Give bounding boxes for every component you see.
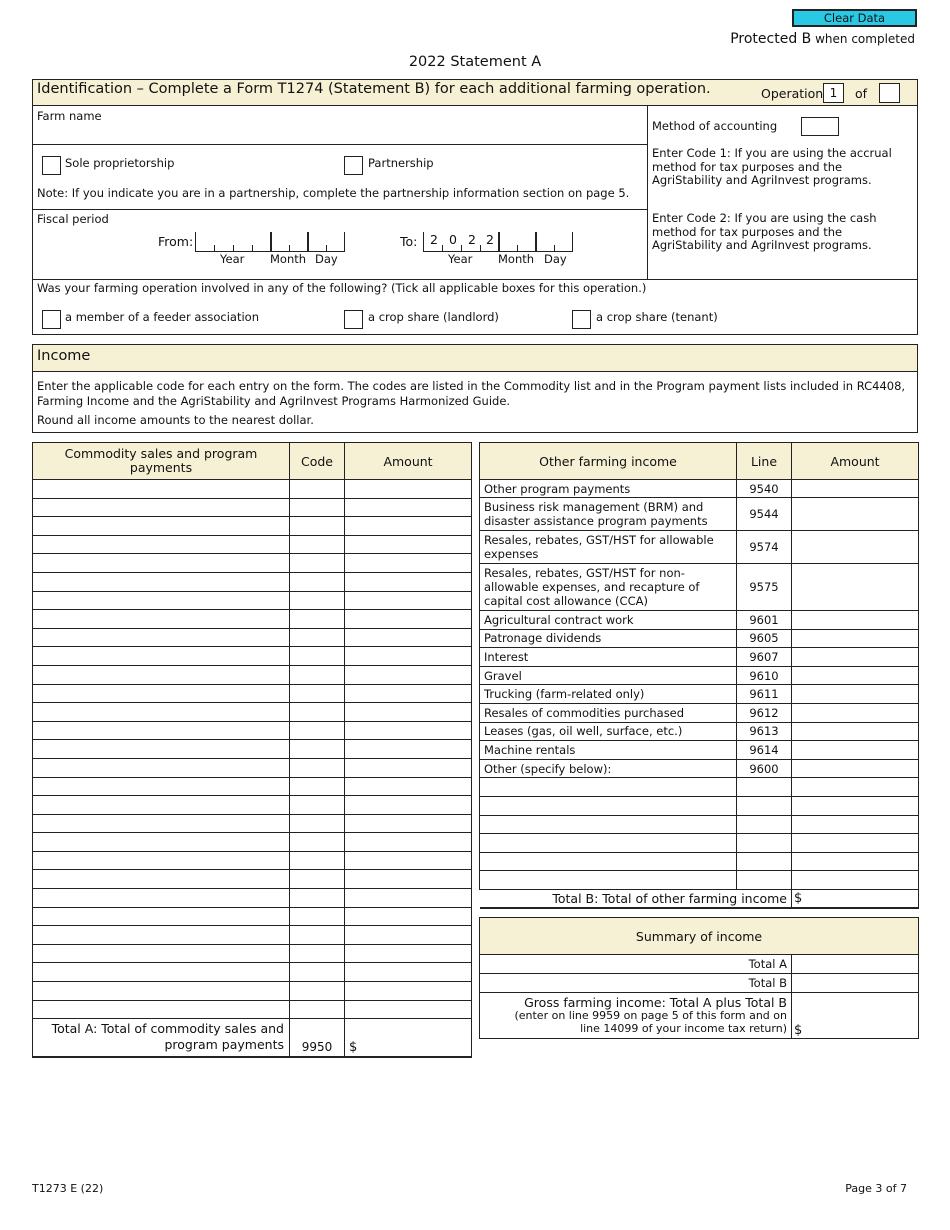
other-income-line: 9601 <box>737 611 792 630</box>
partnership-note: Note: If you indicate you are in a partnership, complete the partnership information section on page 5. <box>37 186 630 200</box>
commodity-description-field[interactable] <box>33 628 290 647</box>
of-label: of <box>855 86 868 101</box>
from-year-label: Year <box>220 252 245 266</box>
other-income-line: 9610 <box>737 666 792 685</box>
other-income-line: 9614 <box>737 741 792 760</box>
commodity-row <box>33 796 472 815</box>
commodity-col-header: Commodity sales and program payments <box>33 443 290 480</box>
commodity-amount-field[interactable] <box>345 851 472 870</box>
commodity-code-field[interactable] <box>290 758 345 777</box>
commodity-row <box>33 628 472 647</box>
commodity-row <box>33 684 472 703</box>
commodity-code-field[interactable] <box>290 480 345 499</box>
operation-number-field[interactable]: 1 <box>823 83 844 103</box>
other-income-label: Patronage dividends <box>480 629 737 648</box>
to-year-field[interactable] <box>423 232 499 252</box>
commodity-row <box>33 889 472 908</box>
commodity-row <box>33 703 472 722</box>
commodity-description-field[interactable] <box>33 833 290 852</box>
id-divider-3 <box>33 279 917 280</box>
code1-text: Enter Code 1: If you are using the accrual method for tax purposes and the AgriStability and AgriInvest programs. <box>652 146 892 187</box>
commodity-row <box>33 833 472 852</box>
other-specify-amount-field[interactable] <box>792 815 919 834</box>
commodity-code-field[interactable] <box>290 889 345 908</box>
from-day-field[interactable] <box>308 232 345 252</box>
other-income-amount-field[interactable] <box>792 564 919 611</box>
commodity-amount-field[interactable] <box>345 628 472 647</box>
other-income-amount-field[interactable] <box>792 531 919 564</box>
commodity-description-field[interactable] <box>33 554 290 573</box>
other-specify-field[interactable] <box>480 796 737 815</box>
amount-col-header: Amount <box>345 443 472 480</box>
commodity-row <box>33 572 472 591</box>
commodity-code-field[interactable] <box>290 796 345 815</box>
other-income-row <box>480 722 919 741</box>
commodity-row <box>33 591 472 610</box>
feeder-association-label: a member of a feeder association <box>65 310 260 324</box>
commodity-description-field[interactable] <box>33 758 290 777</box>
to-month-field[interactable] <box>499 232 536 252</box>
commodity-amount-field[interactable] <box>345 591 472 610</box>
gross-income-field[interactable]: $ <box>792 993 919 1039</box>
fiscal-period-label: Fiscal period <box>37 212 109 226</box>
summary-total-a-label: Total A <box>480 955 792 974</box>
commodity-code-field[interactable] <box>290 870 345 889</box>
other-income-row <box>480 759 919 778</box>
page-title: 2022 Statement A <box>408 54 542 70</box>
farm-name-label: Farm name <box>37 109 102 123</box>
other-income-col-header: Other farming income <box>480 443 737 480</box>
other-income-amount-field[interactable] <box>792 741 919 760</box>
commodity-amount-field[interactable] <box>345 796 472 815</box>
commodity-amount-field[interactable] <box>345 610 472 629</box>
commodity-code-field[interactable] <box>290 610 345 629</box>
commodity-code-field[interactable] <box>290 833 345 852</box>
protected-b-label: Protected B <box>730 31 812 47</box>
crop-share-landlord-checkbox[interactable] <box>344 310 363 329</box>
summary-table <box>479 917 919 1039</box>
gross-income-label <box>480 993 792 1039</box>
to-year-digit-3: 2 <box>468 232 476 247</box>
commodity-description-field[interactable] <box>33 926 290 945</box>
commodity-amount-field[interactable] <box>345 963 472 982</box>
commodity-amount-field[interactable] <box>345 889 472 908</box>
partnership-checkbox[interactable] <box>344 156 363 175</box>
code-col-header: Code <box>290 443 345 480</box>
commodity-row <box>33 480 472 499</box>
method-accounting-label: Method of accounting <box>652 119 778 133</box>
other-income-row <box>480 531 919 564</box>
other-specify-amount-field[interactable] <box>792 778 919 797</box>
commodity-amount-field[interactable] <box>345 703 472 722</box>
commodity-code-field[interactable] <box>290 814 345 833</box>
commodity-amount-field[interactable] <box>345 480 472 499</box>
other-income-row <box>480 480 919 498</box>
income-header <box>33 345 917 372</box>
other-specify-field[interactable] <box>480 778 737 797</box>
id-divider-2 <box>33 209 647 210</box>
commodity-amount-field[interactable] <box>345 777 472 796</box>
other-specify-field[interactable] <box>480 871 737 890</box>
other-income-line: 9600 <box>737 759 792 778</box>
commodity-row <box>33 926 472 945</box>
commodity-description-field[interactable] <box>33 740 290 759</box>
protected-suffix: when completed <box>815 32 915 46</box>
commodity-description-field[interactable] <box>33 665 290 684</box>
commodity-amount-field[interactable] <box>345 926 472 945</box>
identification-section <box>32 79 918 335</box>
commodity-description-field[interactable] <box>33 889 290 908</box>
page-number: Page 3 of 7 <box>845 1182 907 1195</box>
commodity-row <box>33 963 472 982</box>
crop-share-tenant-checkbox[interactable] <box>572 310 591 329</box>
to-year-label: Year <box>448 252 473 266</box>
commodity-amount-field[interactable] <box>345 517 472 536</box>
other-income-table <box>479 442 919 909</box>
commodity-row <box>33 740 472 759</box>
other-income-line: 9605 <box>737 629 792 648</box>
commodity-description-field[interactable] <box>33 591 290 610</box>
total-b-amount-field[interactable]: $ <box>792 889 919 908</box>
other-specify-line-field[interactable] <box>737 852 792 871</box>
commodity-description-field[interactable] <box>33 721 290 740</box>
commodity-code-field[interactable] <box>290 498 345 517</box>
form-id: T1273 E (22) <box>32 1182 104 1195</box>
commodity-description-field[interactable] <box>33 796 290 815</box>
line-col-header: Line <box>737 443 792 480</box>
other-income-label: Machine rentals <box>480 741 737 760</box>
commodity-amount-field[interactable] <box>345 684 472 703</box>
sole-proprietorship-label: Sole proprietorship <box>65 156 175 170</box>
other-income-amount-field[interactable] <box>792 629 919 648</box>
other-income-amount-field[interactable] <box>792 666 919 685</box>
other-specify-amount-field[interactable] <box>792 834 919 853</box>
commodity-code-field[interactable] <box>290 535 345 554</box>
farm-name-input[interactable] <box>37 124 637 142</box>
commodity-amount-field[interactable] <box>345 554 472 573</box>
other-specify-amount-field[interactable] <box>792 796 919 815</box>
protected-status <box>700 31 915 47</box>
commodity-amount-field[interactable] <box>345 740 472 759</box>
other-income-row <box>480 703 919 722</box>
commodity-description-field[interactable] <box>33 907 290 926</box>
commodity-row <box>33 907 472 926</box>
commodity-description-field[interactable] <box>33 851 290 870</box>
commodity-description-field[interactable] <box>33 498 290 517</box>
gross-income-line1: Gross farming income: Total A plus Total B <box>524 995 787 1010</box>
other-income-label: Agricultural contract work <box>480 611 737 630</box>
commodity-description-field[interactable] <box>33 870 290 889</box>
commodity-row <box>33 944 472 963</box>
other-specify-row <box>480 852 919 871</box>
commodity-code-field[interactable] <box>290 982 345 1001</box>
other-specify-amount-field[interactable] <box>792 871 919 890</box>
total-a-amount-field[interactable]: $ <box>345 1019 472 1057</box>
commodity-row <box>33 498 472 517</box>
other-income-amount-field[interactable] <box>792 611 919 630</box>
commodity-row <box>33 982 472 1001</box>
commodity-code-field[interactable] <box>290 740 345 759</box>
commodity-row <box>33 870 472 889</box>
commodity-row <box>33 777 472 796</box>
partnership-label: Partnership <box>368 156 434 170</box>
commodity-amount-field[interactable] <box>345 498 472 517</box>
other-income-amount-field[interactable] <box>792 648 919 667</box>
summary-total-b-field[interactable] <box>792 974 919 993</box>
commodity-code-field[interactable] <box>290 684 345 703</box>
commodity-row <box>33 610 472 629</box>
commodity-description-field[interactable] <box>33 684 290 703</box>
income-instructions: Enter the applicable code for each entry on the form. The codes are listed in the Commodity list and in the Program payment lists included in RC4408, Farming Income and the AgriStability and AgriInvest Programs Harmonized Guide. <box>37 379 906 408</box>
other-income-amount-field[interactable] <box>792 759 919 778</box>
other-income-label: Resales, rebates, GST/HST for allowable expenses <box>480 531 737 564</box>
commodity-description-field[interactable] <box>33 572 290 591</box>
other-amount-col-header: Amount <box>792 443 919 480</box>
from-year-field[interactable] <box>195 232 271 252</box>
other-specify-row <box>480 834 919 853</box>
commodity-amount-field[interactable] <box>345 665 472 684</box>
commodity-code-field[interactable] <box>290 628 345 647</box>
other-income-amount-field[interactable] <box>792 498 919 531</box>
other-income-amount-field[interactable] <box>792 480 919 498</box>
to-label: To: <box>400 234 418 249</box>
commodity-amount-field[interactable] <box>345 814 472 833</box>
other-income-line: 9613 <box>737 722 792 741</box>
commodity-code-field[interactable] <box>290 1000 345 1019</box>
other-income-line: 9612 <box>737 703 792 722</box>
to-day-label: Day <box>544 252 567 266</box>
commodity-amount-field[interactable] <box>345 1000 472 1019</box>
commodity-description-field[interactable] <box>33 535 290 554</box>
other-income-label: Resales of commodities purchased <box>480 703 737 722</box>
commodity-amount-field[interactable] <box>345 721 472 740</box>
other-income-amount-field[interactable] <box>792 685 919 704</box>
total-b-label: Total B: Total of other farming income <box>480 889 792 908</box>
other-specify-line-field[interactable] <box>737 796 792 815</box>
sole-proprietorship-checkbox[interactable] <box>42 156 61 175</box>
from-month-label: Month <box>270 252 307 266</box>
total-a-label: Total A: Total of commodity sales and program payments <box>33 1019 290 1057</box>
other-income-label: Interest <box>480 648 737 667</box>
commodity-code-field[interactable] <box>290 647 345 666</box>
to-year-digit-1: 2 <box>430 232 438 247</box>
commodity-code-field[interactable] <box>290 907 345 926</box>
commodity-amount-field[interactable] <box>345 833 472 852</box>
other-income-row <box>480 498 919 531</box>
commodity-code-field[interactable] <box>290 665 345 684</box>
other-income-row <box>480 648 919 667</box>
involved-question: Was your farming operation involved in any of the following? (Tick all applicable boxes for this operation.) <box>37 281 647 295</box>
commodity-row <box>33 517 472 536</box>
other-income-label: Leases (gas, oil well, surface, etc.) <box>480 722 737 741</box>
to-year-digit-2: 0 <box>449 232 457 247</box>
crop-share-landlord-label: a crop share (landlord) <box>368 310 499 324</box>
commodity-amount-field[interactable] <box>345 944 472 963</box>
commodity-code-field[interactable] <box>290 926 345 945</box>
from-day-label: Day <box>315 252 338 266</box>
income-heading: Income <box>37 348 91 364</box>
commodity-description-field[interactable] <box>33 647 290 666</box>
commodity-amount-field[interactable] <box>345 647 472 666</box>
other-income-row <box>480 611 919 630</box>
to-year-digit-4: 2 <box>486 232 494 247</box>
other-income-label: Resales, rebates, GST/HST for non-allowable expenses, and recapture of capital cost allowance (CCA) <box>480 564 737 611</box>
other-income-amount-field[interactable] <box>792 703 919 722</box>
from-month-field[interactable] <box>271 232 308 252</box>
commodity-row <box>33 535 472 554</box>
other-specify-line-field[interactable] <box>737 778 792 797</box>
commodity-row <box>33 721 472 740</box>
commodity-description-field[interactable] <box>33 703 290 722</box>
other-income-row <box>480 564 919 611</box>
commodity-description-field[interactable] <box>33 982 290 1001</box>
commodity-row <box>33 814 472 833</box>
commodity-amount-field[interactable] <box>345 982 472 1001</box>
other-specify-amount-field[interactable] <box>792 852 919 871</box>
total-a-code: 9950 <box>290 1019 345 1057</box>
other-income-line: 9611 <box>737 685 792 704</box>
commodity-description-field[interactable] <box>33 814 290 833</box>
commodity-code-field[interactable] <box>290 944 345 963</box>
commodity-table <box>32 442 472 1058</box>
method-accounting-input[interactable] <box>801 117 839 136</box>
gross-income-line2: (enter on line 9959 on page 5 of this form and on line 14099 of your income tax return) <box>514 1009 787 1035</box>
other-specify-line-field[interactable] <box>737 834 792 853</box>
operation-label: Operation <box>761 86 824 101</box>
to-day-field[interactable] <box>536 232 573 252</box>
commodity-code-field[interactable] <box>290 851 345 870</box>
commodity-code-field[interactable] <box>290 591 345 610</box>
commodity-row <box>33 647 472 666</box>
commodity-code-field[interactable] <box>290 703 345 722</box>
commodity-description-field[interactable] <box>33 963 290 982</box>
income-round-note: Round all income amounts to the nearest dollar. <box>37 413 314 427</box>
other-specify-field[interactable] <box>480 815 737 834</box>
other-specify-row <box>480 871 919 890</box>
commodity-row <box>33 1000 472 1019</box>
code2-text: Enter Code 2: If you are using the cash method for tax purposes and the AgriStability and AgriInvest programs. <box>652 211 877 252</box>
other-specify-field[interactable] <box>480 834 737 853</box>
commodity-description-field[interactable] <box>33 517 290 536</box>
commodity-amount-field[interactable] <box>345 758 472 777</box>
commodity-row <box>33 665 472 684</box>
commodity-description-field[interactable] <box>33 944 290 963</box>
other-specify-row <box>480 796 919 815</box>
other-income-row <box>480 685 919 704</box>
other-income-line: 9574 <box>737 531 792 564</box>
other-income-label: Trucking (farm-related only) <box>480 685 737 704</box>
feeder-association-checkbox[interactable] <box>42 310 61 329</box>
commodity-description-field[interactable] <box>33 480 290 499</box>
other-income-line: 9575 <box>737 564 792 611</box>
commodity-code-field[interactable] <box>290 963 345 982</box>
id-divider-1 <box>33 144 647 145</box>
commodity-amount-field[interactable] <box>345 535 472 554</box>
summary-heading: Summary of income <box>480 918 919 955</box>
other-income-label: Business risk management (BRM) and disaster assistance program payments <box>480 498 737 531</box>
other-income-label: Other (specify below): <box>480 759 737 778</box>
crop-share-tenant-label: a crop share (tenant) <box>596 310 718 324</box>
other-specify-row <box>480 815 919 834</box>
other-income-line: 9544 <box>737 498 792 531</box>
commodity-row <box>33 758 472 777</box>
summary-total-a-field[interactable] <box>792 955 919 974</box>
commodity-amount-field[interactable] <box>345 572 472 591</box>
commodity-code-field[interactable] <box>290 554 345 573</box>
commodity-row <box>33 851 472 870</box>
from-label: From: <box>158 234 194 249</box>
commodity-row <box>33 554 472 573</box>
commodity-description-field[interactable] <box>33 777 290 796</box>
id-divider-vertical <box>647 106 648 279</box>
other-income-row <box>480 741 919 760</box>
summary-total-b-label: Total B <box>480 974 792 993</box>
commodity-amount-field[interactable] <box>345 907 472 926</box>
other-income-line: 9607 <box>737 648 792 667</box>
other-specify-field[interactable] <box>480 852 737 871</box>
commodity-code-field[interactable] <box>290 721 345 740</box>
commodity-description-field[interactable] <box>33 1000 290 1019</box>
commodity-amount-field[interactable] <box>345 870 472 889</box>
other-specify-line-field[interactable] <box>737 871 792 890</box>
commodity-code-field[interactable] <box>290 572 345 591</box>
to-month-label: Month <box>498 252 535 266</box>
other-income-line: 9540 <box>737 480 792 498</box>
commodity-description-field[interactable] <box>33 610 290 629</box>
other-specify-line-field[interactable] <box>737 815 792 834</box>
commodity-code-field[interactable] <box>290 777 345 796</box>
operation-total-field[interactable] <box>879 83 900 103</box>
clear-data-button[interactable]: Clear Data <box>792 9 917 27</box>
other-specify-row <box>480 778 919 797</box>
other-income-amount-field[interactable] <box>792 722 919 741</box>
commodity-code-field[interactable] <box>290 517 345 536</box>
identification-heading: Identification – Complete a Form T1274 (Statement B) for each additional farming operation. <box>37 81 711 97</box>
other-income-row <box>480 666 919 685</box>
other-income-row <box>480 629 919 648</box>
other-income-label: Other program payments <box>480 480 737 498</box>
other-income-label: Gravel <box>480 666 737 685</box>
